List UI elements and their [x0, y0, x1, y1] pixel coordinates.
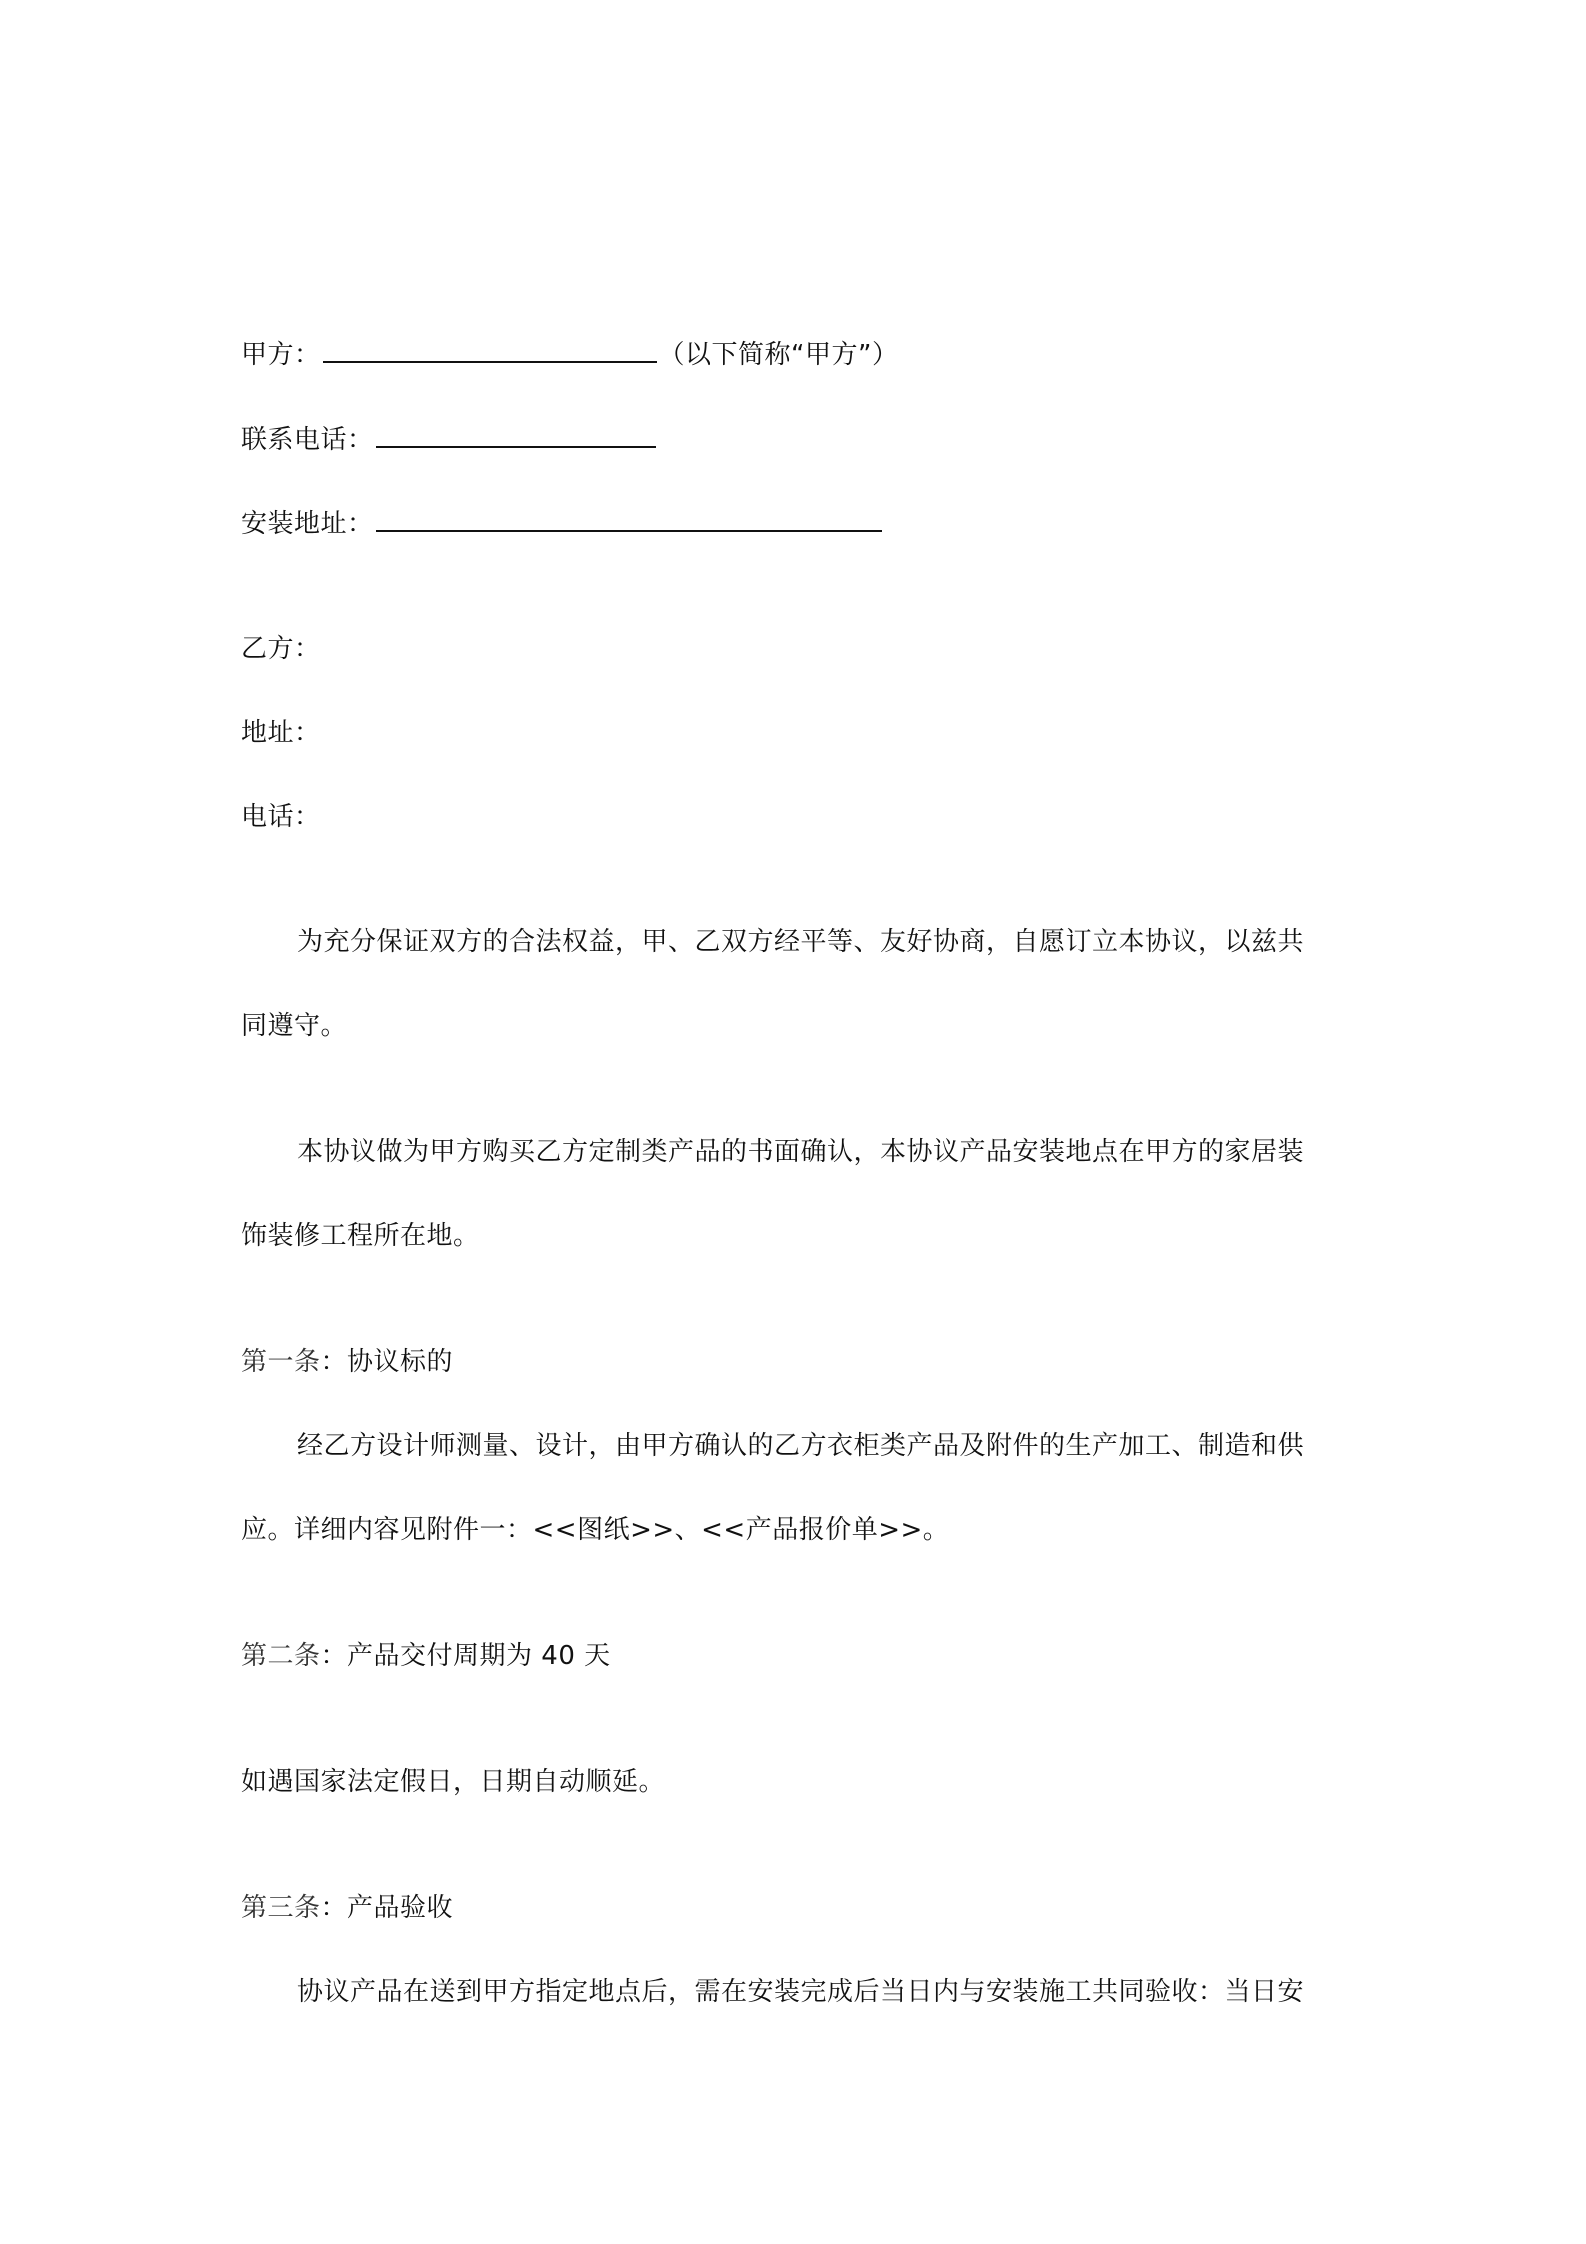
- article-1-number: 第一条: [241, 1347, 321, 1377]
- party-a-label: 甲方：: [241, 340, 321, 370]
- party-a-address-blank[interactable]: [376, 504, 882, 532]
- party-a-phone-line: [241, 420, 658, 457]
- article-3-number: 第三条: [241, 1893, 321, 1923]
- article-2-heading: [241, 1639, 611, 1673]
- article-2-number: 第二条: [241, 1641, 321, 1671]
- intro-line-2: 同遵守。: [241, 1011, 348, 1041]
- party-a-address-line: [241, 504, 884, 541]
- article-3-heading: [241, 1891, 453, 1925]
- article-3-title: ：产品验收: [320, 1893, 454, 1923]
- party-b-label: 乙方：: [241, 634, 321, 664]
- intro-line-1: 为充分保证双方的合法权益，甲、乙双方经平等、友好协商，自愿订立本协议，以兹共: [297, 927, 1305, 957]
- scope-line-1: 本协议做为甲方购买乙方定制类产品的书面确认，本协议产品安装地点在甲方的家居装: [297, 1137, 1305, 1167]
- party-b-address-label: 地址：: [241, 718, 321, 748]
- party-a-line: [241, 335, 898, 372]
- party-a-phone-label: 联系电话：: [241, 425, 374, 455]
- party-a-phone-blank[interactable]: [376, 420, 656, 448]
- article-1-title: ：协议标的: [320, 1347, 454, 1377]
- party-a-suffix: （以下简称“甲方”）: [658, 340, 899, 370]
- article-1-line-1: 经乙方设计师测量、设计，由甲方确认的乙方衣柜类产品及附件的生产加工、制造和供: [297, 1431, 1305, 1461]
- article-3-line-1: 协议产品在送到甲方指定地点后，需在安装完成后当日内与安装施工共同验收：当日安: [297, 1977, 1305, 2007]
- article-1-line-2: 应。详细内容见附件一：<<图纸>>、<<产品报价单>>。: [241, 1515, 950, 1545]
- scope-line-2: 饰装修工程所在地。: [241, 1221, 480, 1251]
- article-1-heading: [241, 1345, 453, 1379]
- article-2-title: ：产品交付周期为 40 天: [320, 1641, 611, 1671]
- party-a-address-label: 安装地址：: [241, 509, 374, 539]
- party-b-phone-label: 电话：: [241, 802, 321, 832]
- party-a-name-blank[interactable]: [323, 335, 657, 363]
- article-2-line-1: 如遇国家法定假日，日期自动顺延。: [241, 1767, 666, 1797]
